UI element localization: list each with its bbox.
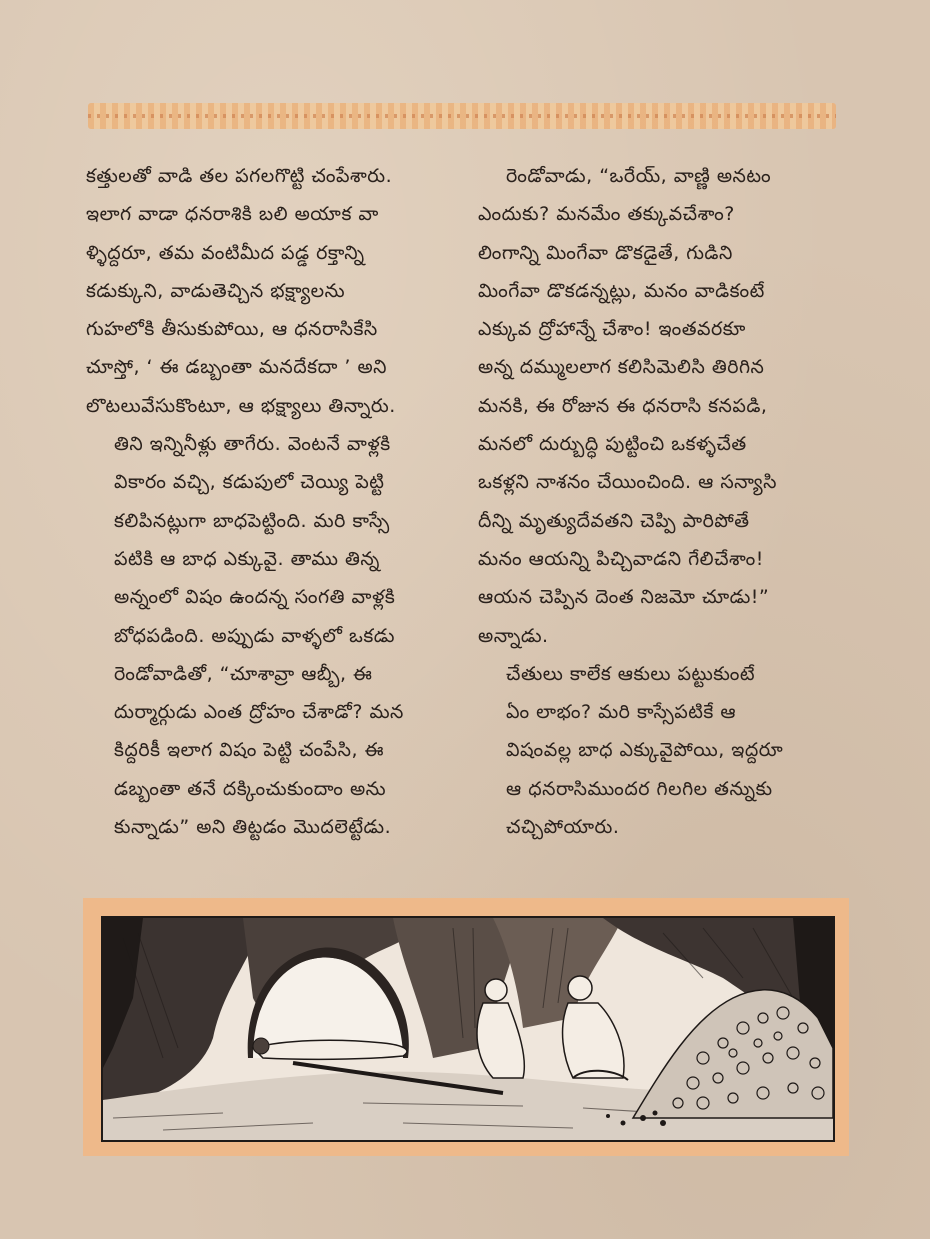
paragraph	[478, 655, 848, 846]
left-text-column	[86, 157, 456, 846]
text-line: అన్నంలో విషం ఉందన్న సంగతి వాళ్లకి	[114, 586, 396, 609]
text-line: ఎందుకు? మనమేం తక్కువచేశాం?	[478, 203, 735, 226]
text-line: కత్తులతో వాడి తల పగలగొట్టి చంపేశారు.	[86, 165, 393, 187]
text-line: ఇలాగ వాడా ధనరాశికి బలి అయాక వా	[86, 203, 379, 226]
text-line: మింగేవా డొకడన్నట్లు, మనం వాడికంటే	[478, 279, 765, 302]
text-line: చూస్తో, ‘ ఈ డబ్బంతా మనదేకదా ’ అని	[86, 356, 387, 379]
paragraph	[478, 157, 848, 655]
decorative-border-strip	[88, 103, 836, 129]
text-line: దీన్ని మృత్యుదేవతని చెప్పి పారిపోతే	[478, 509, 750, 532]
text-line: వికారం వచ్చి, కడుపులో చెయ్యి పెట్టి	[114, 471, 385, 494]
paragraph	[86, 425, 456, 846]
paragraph	[86, 157, 456, 425]
cave-treasure-illustration	[101, 916, 835, 1142]
text-line: ఏం లాభం? మరి కాస్సేపటికే ఆ	[506, 701, 737, 724]
text-line: లొటలువేసుకొంటూ, ఆ భక్ష్యాలు తిన్నారు.	[86, 394, 396, 417]
text-line: తిని ఇన్నినీళ్లు తాగేరు. వెంటనే వాళ్లకి	[114, 433, 391, 456]
text-line: పటికి ఆ బాధ ఎక్కువై. తాము తిన్న	[114, 547, 380, 570]
text-line: బోధపడింది. అప్పుడు వాళ్ళలో ఒకడు	[114, 624, 395, 647]
text-line: అన్న దమ్ములలాగ కలిసిమెలిసి తిరిగిన	[478, 356, 765, 379]
text-line: మనలో దుర్బుద్ధి పుట్టించి ఒకళ్ళచేత	[478, 433, 747, 456]
text-line: మనకి, ఈ రోజున ఈ ధనరాసి కనపడి,	[478, 394, 768, 417]
text-line: అన్నాడు.	[478, 624, 549, 647]
text-line: ళ్ళిద్దరూ, తమ వంటిమీద పడ్డ రక్తాన్ని	[86, 241, 365, 264]
text-line: రెండోవాడు, “ఒరేయ్, వాణ్ణి అనటం	[506, 165, 772, 187]
text-line: చేతులు కాలేక ఆకులు పట్టుకుంటే	[506, 662, 756, 685]
text-line: కున్నాడు” అని తిట్టడం మొదలెట్టేడు.	[114, 816, 392, 839]
text-line: మనం ఆయన్ని పిచ్చివాడని గేలిచేశాం!	[478, 547, 764, 570]
text-line: ఆయన చెప్పిన దెంత నిజమో చూడు!”	[478, 586, 770, 609]
text-line: డబ్బంతా తనే దక్కించుకుందాం అను	[114, 777, 387, 800]
text-line: కడుక్కుని, వాడుతెచ్చిన భక్ష్యాలను	[86, 279, 346, 302]
text-line: ఆ ధనరాసిముందర గిలగిల తన్నుకు	[506, 777, 773, 800]
text-line: లింగాన్ని మింగేవా డొకడైతే, గుడిని	[478, 241, 733, 264]
text-line: కిద్దరికీ ఇలాగ విషం పెట్టి చంపేసి, ఈ	[114, 739, 384, 762]
text-line: గుహలోకి తీసుకుపోయి, ఆ ధనరాసికేసి	[86, 318, 378, 341]
text-line: కలిపినట్లుగా బాధపెట్టింది. మరి కాస్సే	[114, 509, 390, 532]
text-line: దుర్మార్గుడు ఎంత ద్రోహం చేశాడో? మన	[114, 701, 404, 724]
text-line: ఒకళ్లని నాశనం చేయించింది. ఆ సన్యాసి	[478, 471, 777, 494]
text-line: చచ్చిపోయారు.	[506, 816, 620, 839]
right-text-column	[478, 157, 848, 846]
illustration-frame	[83, 898, 849, 1156]
cave-scene-drawing	[103, 918, 833, 1140]
text-line: విషంవల్ల బాధ ఎక్కువైపోయి, ఇద్దరూ	[506, 739, 784, 762]
text-line: రెండోవాడితో, “చూశావ్రా ఆబ్బీ, ఈ	[114, 662, 373, 685]
text-line: ఎక్కువ ద్రోహాన్నే చేశాం! ఇంతవరకూ	[478, 318, 746, 341]
